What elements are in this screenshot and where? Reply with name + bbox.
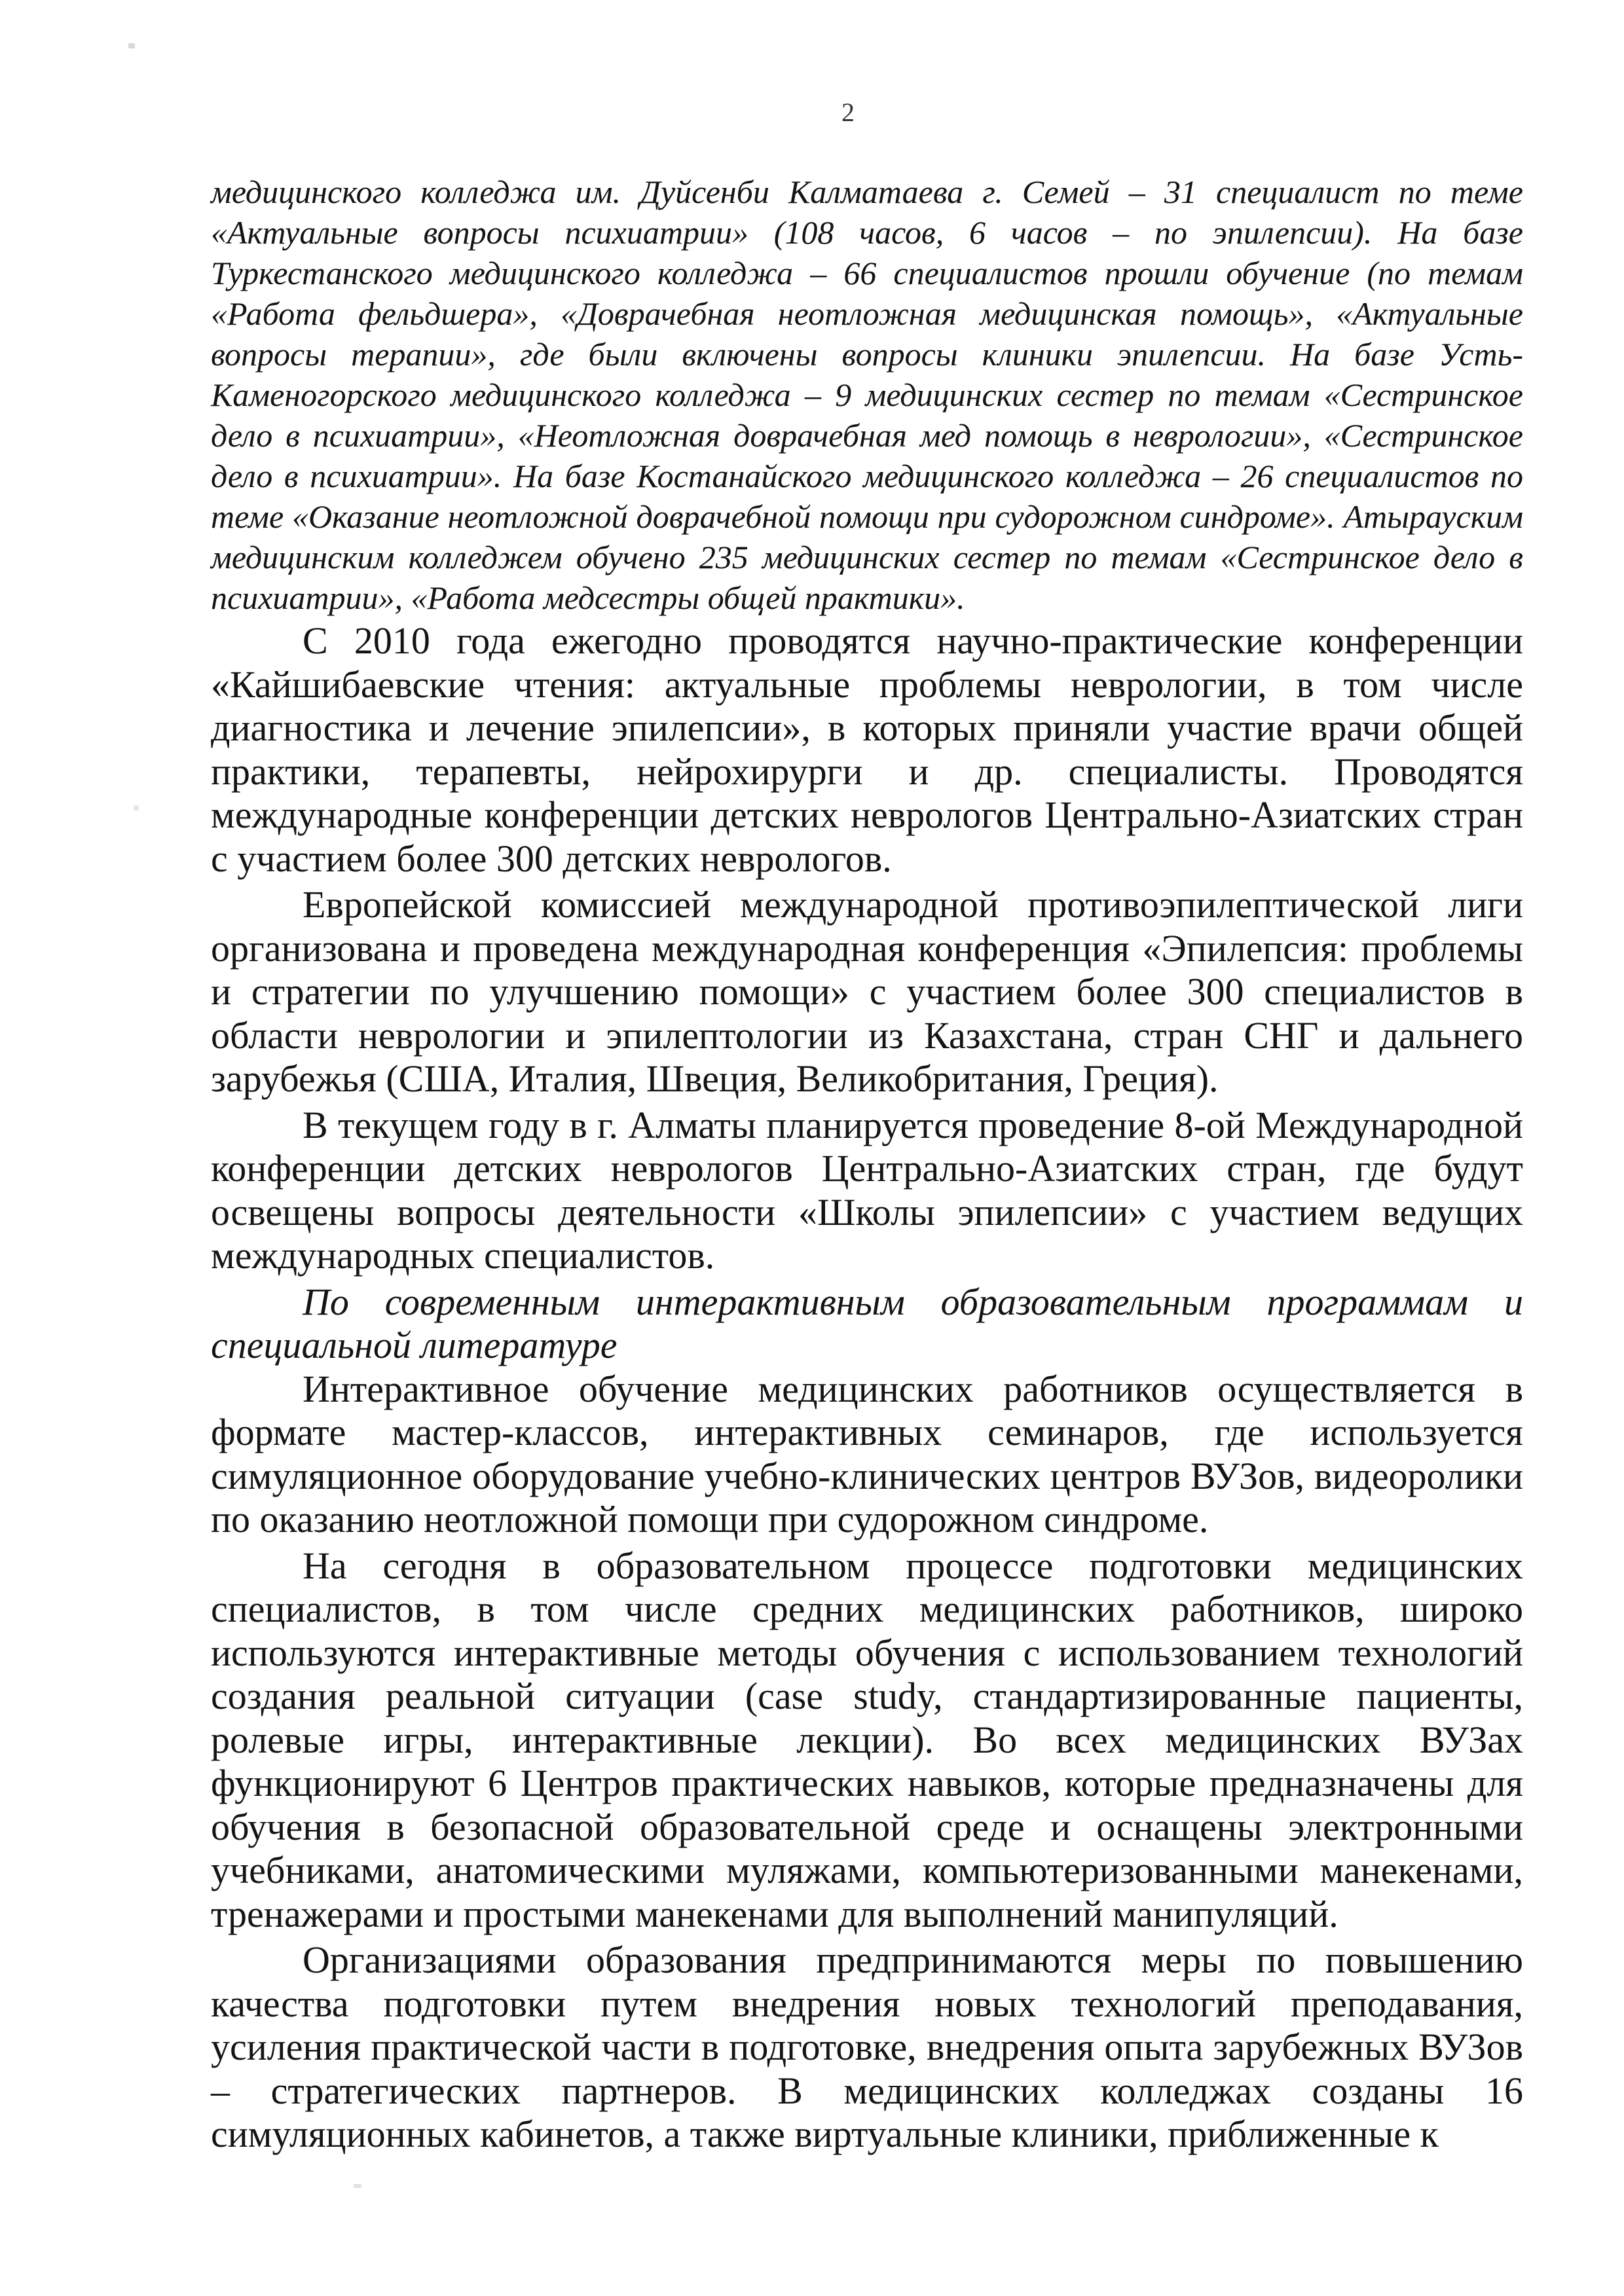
page-number: 2 [841,98,855,127]
document-body [211,172,1523,2157]
paragraph-almaty-conference: В текущем году в г. Алматы планируется проведение 8-ой Международной конференции детских неврологов Центрально-Азиатских стран, где будут освещены вопросы деятельности «Школы эпилепсии» с участием ведущих международных специалистов. [211,1103,1523,1277]
paragraph-interactive-training: Интерактивное обучение медицинских работников осуществляется в формате мастер-классов, интерактивных семинаров, где используется симуляционное оборудование учебно-клинических центров ВУЗов, видеоролики по оказанию неотложной помощи при судорожном синдроме. [211,1367,1523,1540]
scan-speck [128,43,135,48]
paragraph-education-organizations: Организациями образования предпринимаются меры по повышению качества подготовки путем внедрения новых технологий преподавания, усиления практической части в подготовке, внедрения опыта зарубежных ВУЗов – стратегических партнеров. В медицинских колледжах созданы 16 симуляционных кабинетов, а также виртуальные клиники, приближенные к [211,1939,1523,2155]
paragraph-training-colleges: медицинского колледжа им. Дуйсенби Калматаева г. Семей – 31 специалист по теме «Актуальные вопросы психиатрии» (108 часов, 6 часов – по эпилепсии). На базе Туркестанского медицинского колледжа – 66 специалистов прошли обучение (по темам «Работа фельдшера», «Доврачебная неотложная медицинская помощь», «Актуальные вопросы терапии», где были включены вопросы клиники эпилепсии. На базе Усть-Каменогорского медицинского колледжа – 9 медицинских сестер по темам «Сестринское дело в психиатрии», «Неотложная доврачебная мед помощь в неврологии», «Сестринское дело в психиатрии». На базе Костанайского медицинского колледжа – 26 специалистов по теме «Оказание неотложной доврачебной помощи при судорожном синдроме». Атырауским медицинским колледжем обучено 235 медицинских сестер по темам «Сестринское дело в психиатрии», «Работа медсестры общей практики». [211,173,1523,616]
scan-speck [354,2184,361,2188]
paragraph-european-commission: Европейской комиссией международной противоэпилептической лиги организована и проведена международная конференция «Эпилепсия: проблемы и стратегии по улучшению помощи» с участием более 300 специалистов в области неврологии и эпилептологии из Казахстана, стран СНГ и дальнего зарубежья (США, Италия, Швеция, Великобритания, Греция). [211,883,1523,1100]
section-heading-interactive-programs: По современным интерактивным образовательным программам и специальной литературе [211,1280,1523,1366]
paragraph-educational-process: На сегодня в образовательном процессе подготовки медицинских специалистов, в том числе средних медицинских работников, широко используются интерактивные методы обучения с использованием технологий создания реальной ситуации (case study, стандартизированные пациенты, ролевые игры, интерактивные лекции). Во всех медицинских ВУЗах функционируют 6 Центров практических навыков, которые предназначены для обучения в безопасной образовательной среде и оснащены электронными учебниками, анатомическими муляжами, компьютеризованными манекенами, тренажерами и простыми манекенами для выполнений манипуляций. [211,1544,1523,1935]
scan-speck [134,805,139,811]
paragraph-conferences: С 2010 года ежегодно проводятся научно-практические конференции «Кайшибаевские чтения: актуальные проблемы неврологии, в том числе диагностика и лечение эпилепсии», в которых приняли участие врачи общей практики, терапевты, нейрохирурги и др. специалисты. Проводятся международные конференции детских неврологов Центрально-Азиатских стран с участием более 300 детских неврологов. [211,619,1523,880]
